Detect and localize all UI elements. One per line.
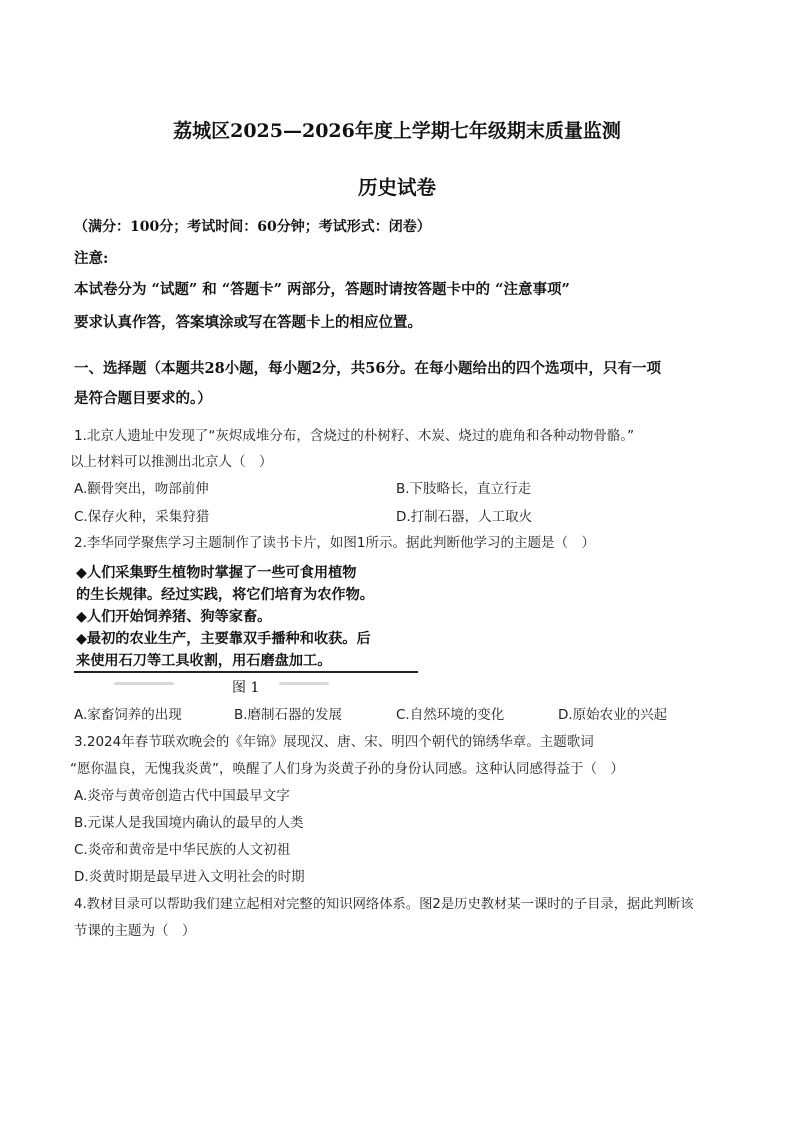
q3-stem-line-1: 3.2024年春节联欢晚会的《年锦》展现汉、唐、宋、明四个朝代的锦绣华章。主题歌词: [74, 734, 594, 750]
exam-subject: 历史试卷: [357, 176, 436, 199]
q1-option-b: B.下肢略长，直立行走: [396, 481, 532, 497]
q3-option-d: D.炎黄时期是最早进入文明社会的时期: [74, 869, 305, 885]
q4-stem-line-1: 4.教材目录可以帮助我们建立起相对完整的知识网络体系。图2是历史教材某一课时的子目录，据此判断该: [74, 897, 694, 912]
q1-stem-line-1: 1.北京人遗址中发现了“灰烬成堆分布，含烧过的朴树籽、木炭、烧过的鹿角和各种动物骨骼。”: [74, 428, 635, 444]
q2-option-c: C.自然环境的变化: [396, 707, 505, 723]
q1-stem-line-2: 以上材料可以推测出北京人（ ）: [70, 454, 273, 470]
q2-option-b: B.磨制石器的发展: [234, 707, 343, 723]
q1-option-d: D.打制石器，人工取火: [396, 509, 533, 525]
notice-label: 注意:: [74, 250, 109, 267]
notice-line-1: 本试卷分为 “试题” 和 “答题卡” 两部分，答题时请按答题卡中的 “注意事项”: [74, 281, 570, 298]
exam-title: 荔城区2025—2026年度上学期七年级期末质量监测: [173, 120, 621, 142]
reading-card-figure: [74, 562, 418, 696]
section-heading-line-1: 一、选择题（本题共28小题，每小题2分，共56分。在每小题给出的四个选项中，只有一项: [74, 360, 661, 377]
q2-option-a: A.家畜饲养的出现: [74, 707, 182, 723]
figure-caption: 图 1: [232, 680, 260, 696]
section-heading-line-2: 是符合题目要求的。）: [74, 390, 212, 407]
q3-option-c: C.炎帝和黄帝是中华民族的人文初祖: [74, 842, 291, 858]
notice-line-2: 要求认真作答，答案填涂或写在答题卡上的相应位置。: [74, 314, 422, 331]
scan-artifact: [114, 682, 174, 685]
q3-option-a: A.炎帝与黄帝创造古代中国最早文字: [74, 788, 290, 804]
q4-stem-line-2: 节课的主题为（ ）: [74, 923, 196, 939]
q1-option-a: A.颧骨突出，吻部前伸: [74, 481, 209, 497]
exam-info: （满分：100分；考试时间：60分钟；考试形式：闭卷）: [74, 219, 431, 235]
q1-option-c: C.保存火种，采集狩猎: [74, 509, 210, 525]
scan-artifact: [279, 682, 329, 685]
figure-line-4: ◆最初的农业生产，主要靠双手播种和收获。后: [76, 631, 371, 647]
figure-line-5: 来使用石刀等工具收割，用石磨盘加工。: [76, 653, 332, 669]
q2-option-d: D.原始农业的兴起: [558, 707, 668, 723]
q2-stem: 2.李华同学聚焦学习主题制作了读书卡片，如图1所示。据此判断他学习的主题是（ ）: [74, 535, 595, 551]
q3-option-b: B.元谋人是我国境内确认的最早的人类: [74, 815, 304, 831]
figure-line-2: 的生长规律。经过实践，将它们培育为农作物。: [76, 587, 374, 603]
figure-divider: [74, 671, 418, 673]
q3-stem-line-2: “愿你温良，无愧我炎黄”，唤醒了人们身为炎黄子孙的身份认同感。这种认同感得益于（ ）: [70, 761, 624, 777]
figure-line-3: ◆人们开始饲养猪、狗等家畜。: [76, 609, 272, 625]
figure-line-1: ◆人们采集野生植物时掌握了一些可食用植物: [76, 565, 357, 581]
